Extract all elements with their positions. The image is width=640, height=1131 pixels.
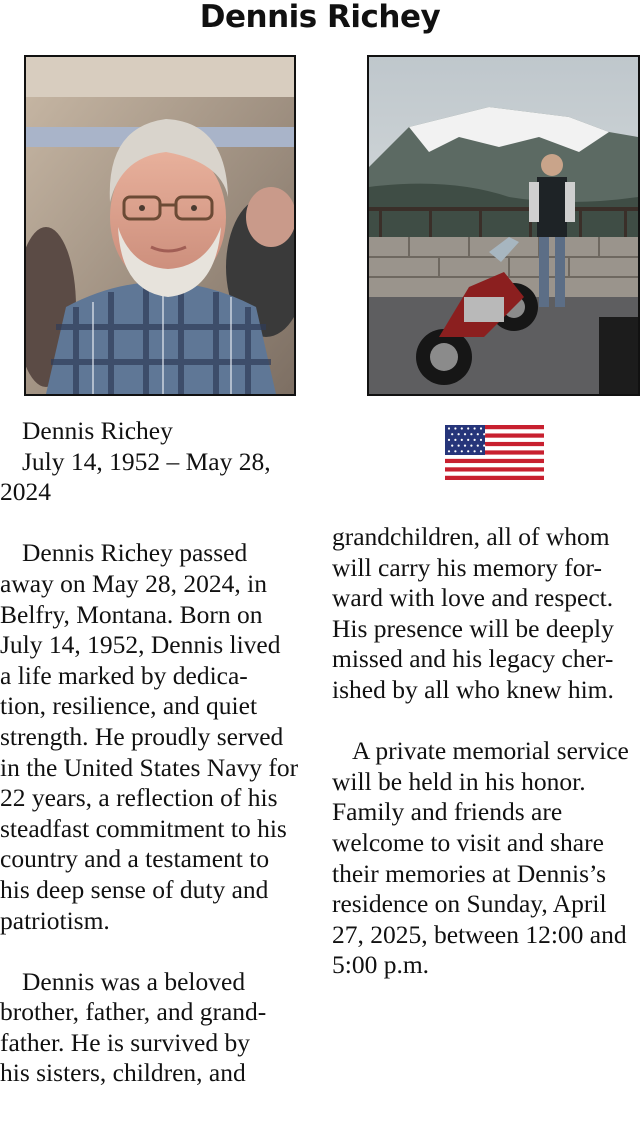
- text-line: tion, resilience, and quiet: [0, 691, 258, 721]
- flag-star: [480, 450, 482, 452]
- text-line: 5:00 p.m.: [332, 950, 430, 980]
- flag-stripe: [445, 472, 544, 477]
- text-line: Dennis Richey passed: [22, 538, 248, 568]
- flag-star: [467, 427, 469, 429]
- flag-star: [470, 445, 472, 447]
- text-line: will be held in his honor.: [332, 766, 586, 796]
- text-line: ward with love and respect.: [332, 583, 614, 613]
- flag-graphic: [445, 425, 544, 480]
- text-line: 27, 2025, between 12:00 and: [332, 919, 627, 949]
- flag-star: [458, 445, 460, 447]
- text-line: away on May 28, 2024, in: [0, 568, 268, 598]
- flag-star: [467, 450, 469, 452]
- flag-star: [461, 439, 463, 441]
- text-line: Belfry, Montana. Born on: [0, 599, 263, 629]
- text-line: strength. He proudly served: [0, 721, 284, 751]
- text-line: Dennis was a beloved: [22, 966, 246, 996]
- flag-star: [474, 450, 476, 452]
- text-line: his deep sense of duty and: [0, 874, 269, 904]
- text-line: country and a testament to: [0, 844, 270, 874]
- text-line: His presence will be deeply: [332, 613, 614, 643]
- text-line: patriotism.: [0, 905, 110, 935]
- text-line: Family and friends are: [332, 797, 563, 827]
- flag-star: [483, 433, 485, 435]
- flag-star: [464, 433, 466, 435]
- text-line: their memories at Dennis’s: [332, 858, 607, 888]
- flag-star: [474, 439, 476, 441]
- flag-star: [474, 427, 476, 429]
- flag-star: [477, 445, 479, 447]
- flag-star: [461, 450, 463, 452]
- text-line: 2024: [0, 477, 51, 507]
- flag-star: [448, 439, 450, 441]
- flag-star: [477, 433, 479, 435]
- flag-stripe: [445, 476, 544, 480]
- flag-star: [448, 427, 450, 429]
- flag-star: [480, 439, 482, 441]
- portrait-image: [26, 57, 294, 394]
- text-line: Dennis Richey: [22, 416, 173, 445]
- text-line: a life marked by dedica-: [0, 660, 248, 690]
- flag-stripe: [445, 467, 544, 472]
- flag-star: [454, 450, 456, 452]
- flag-star: [470, 433, 472, 435]
- text-line: 22 years, a reflection of his: [0, 783, 278, 813]
- obituary-left-column: [0, 416, 310, 1089]
- text-line: his sisters, children, and: [0, 1058, 246, 1088]
- flag-star: [451, 445, 453, 447]
- text-line: ished by all who knew him.: [332, 674, 614, 704]
- text-line: welcome to visit and share: [332, 827, 604, 857]
- flag-star: [461, 427, 463, 429]
- flag-star: [451, 433, 453, 435]
- flag-star: [448, 450, 450, 452]
- text-line: in the United States Navy for: [0, 752, 299, 782]
- flag-stripe: [445, 463, 544, 468]
- text-line: July 14, 1952 – May 28,: [22, 446, 271, 476]
- american-flag-icon: [445, 425, 544, 480]
- text-line: father. He is survived by: [0, 1027, 250, 1057]
- motorcycle-photo: [367, 55, 640, 396]
- flag-stripe: [445, 459, 544, 464]
- portrait-photo: [24, 55, 296, 396]
- text-line: will carry his memory for-: [332, 552, 602, 582]
- motorcycle-image: [369, 57, 638, 394]
- flag-star: [483, 445, 485, 447]
- flag-star: [454, 439, 456, 441]
- text-line: brother, father, and grand-: [0, 997, 267, 1027]
- flag-star: [454, 427, 456, 429]
- flag-canton: [445, 425, 485, 455]
- flag-stripe: [445, 455, 544, 460]
- flag-star: [467, 439, 469, 441]
- flag-star: [480, 427, 482, 429]
- text-line: missed and his legacy cher-: [332, 644, 614, 674]
- obituary-right-column: [332, 522, 640, 981]
- obituary-title: Dennis Richey: [199, 0, 441, 35]
- text-line: steadfast commitment to his: [0, 813, 287, 843]
- text-line: July 14, 1952, Dennis lived: [0, 630, 281, 660]
- flag-star: [464, 445, 466, 447]
- text-line: residence on Sunday, April: [332, 889, 607, 919]
- text-line: A private memorial service: [352, 736, 629, 766]
- text-line: grandchildren, all of whom: [332, 522, 610, 551]
- flag-star: [458, 433, 460, 435]
